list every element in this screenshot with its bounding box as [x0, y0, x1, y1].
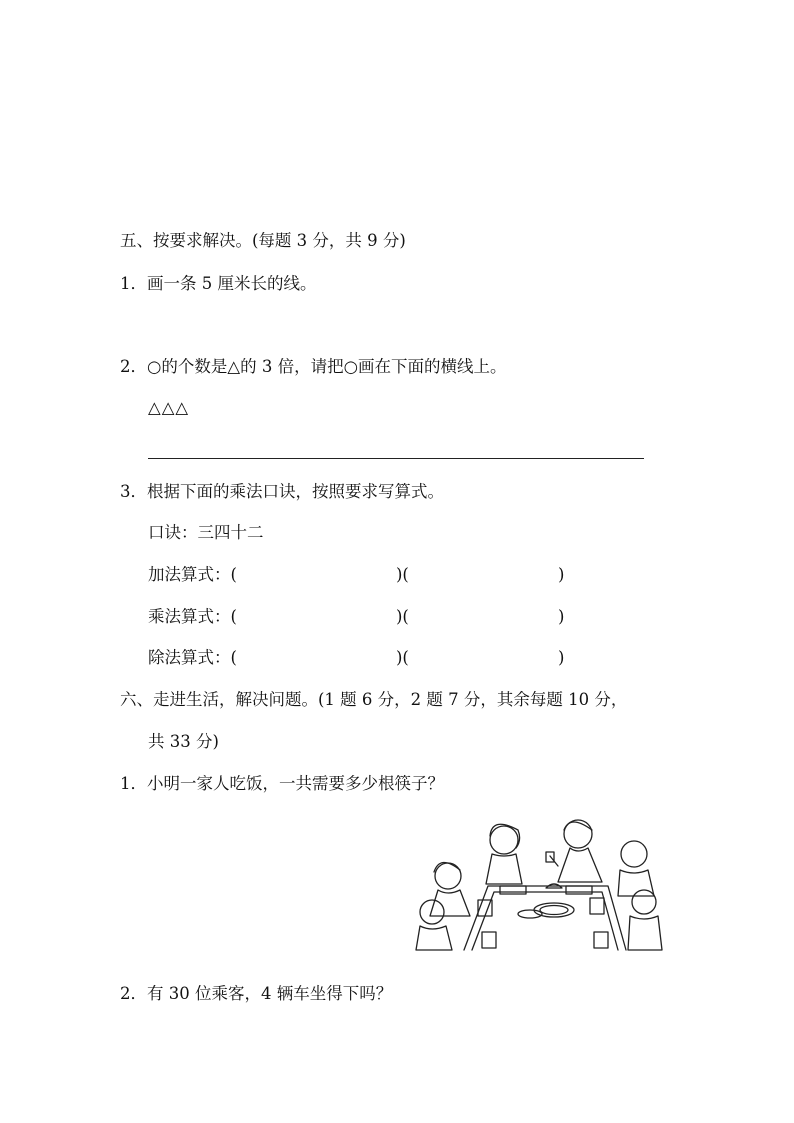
formula-label: 除法算式：(	[148, 648, 237, 667]
person-child-left	[420, 900, 444, 924]
formula-blank-end[interactable]: )	[558, 648, 565, 667]
table-outline	[464, 886, 626, 950]
person-mother	[435, 863, 461, 889]
formula-blank-separator[interactable]: )(	[396, 565, 409, 584]
section6-heading-line1: 六、走进生活，解决问题。(1 题 6 分，2 题 7 分，其余每题 10 分，	[120, 690, 628, 709]
answer-line[interactable]	[148, 458, 644, 459]
family-dinner-illustration	[412, 814, 670, 956]
question-6-2: 2．有 30 位乘客，4 辆车坐得下吗？	[120, 984, 393, 1003]
formula-blank-end[interactable]: )	[558, 565, 565, 584]
person-girl	[490, 826, 518, 854]
multiplication-rhyme: 口诀：三四十二	[148, 523, 264, 542]
formula-label: 乘法算式：(	[148, 607, 237, 626]
formula-blank-separator[interactable]: )(	[396, 607, 409, 626]
person-child-right	[632, 890, 656, 914]
question-5-2: 2．○的个数是△的 3 倍，请把○画在下面的横线上。	[120, 357, 507, 376]
question-5-3: 3．根据下面的乘法口诀，按照要求写算式。	[120, 482, 444, 501]
question-6-1: 1．小明一家人吃饭，一共需要多少根筷子？	[120, 774, 444, 793]
section6-heading-line2: 共 33 分)	[148, 732, 219, 751]
formula-blank-separator[interactable]: )(	[396, 648, 409, 667]
formula-label: 加法算式：(	[148, 565, 237, 584]
formula-blank-end[interactable]: )	[558, 607, 565, 626]
triangles: △△△	[148, 398, 190, 417]
section5-heading: 五、按要求解决。(每题 3 分，共 9 分)	[120, 231, 406, 250]
question-5-1: 1．画一条 5 厘米长的线。	[120, 274, 317, 293]
person-grandpa	[621, 841, 647, 867]
